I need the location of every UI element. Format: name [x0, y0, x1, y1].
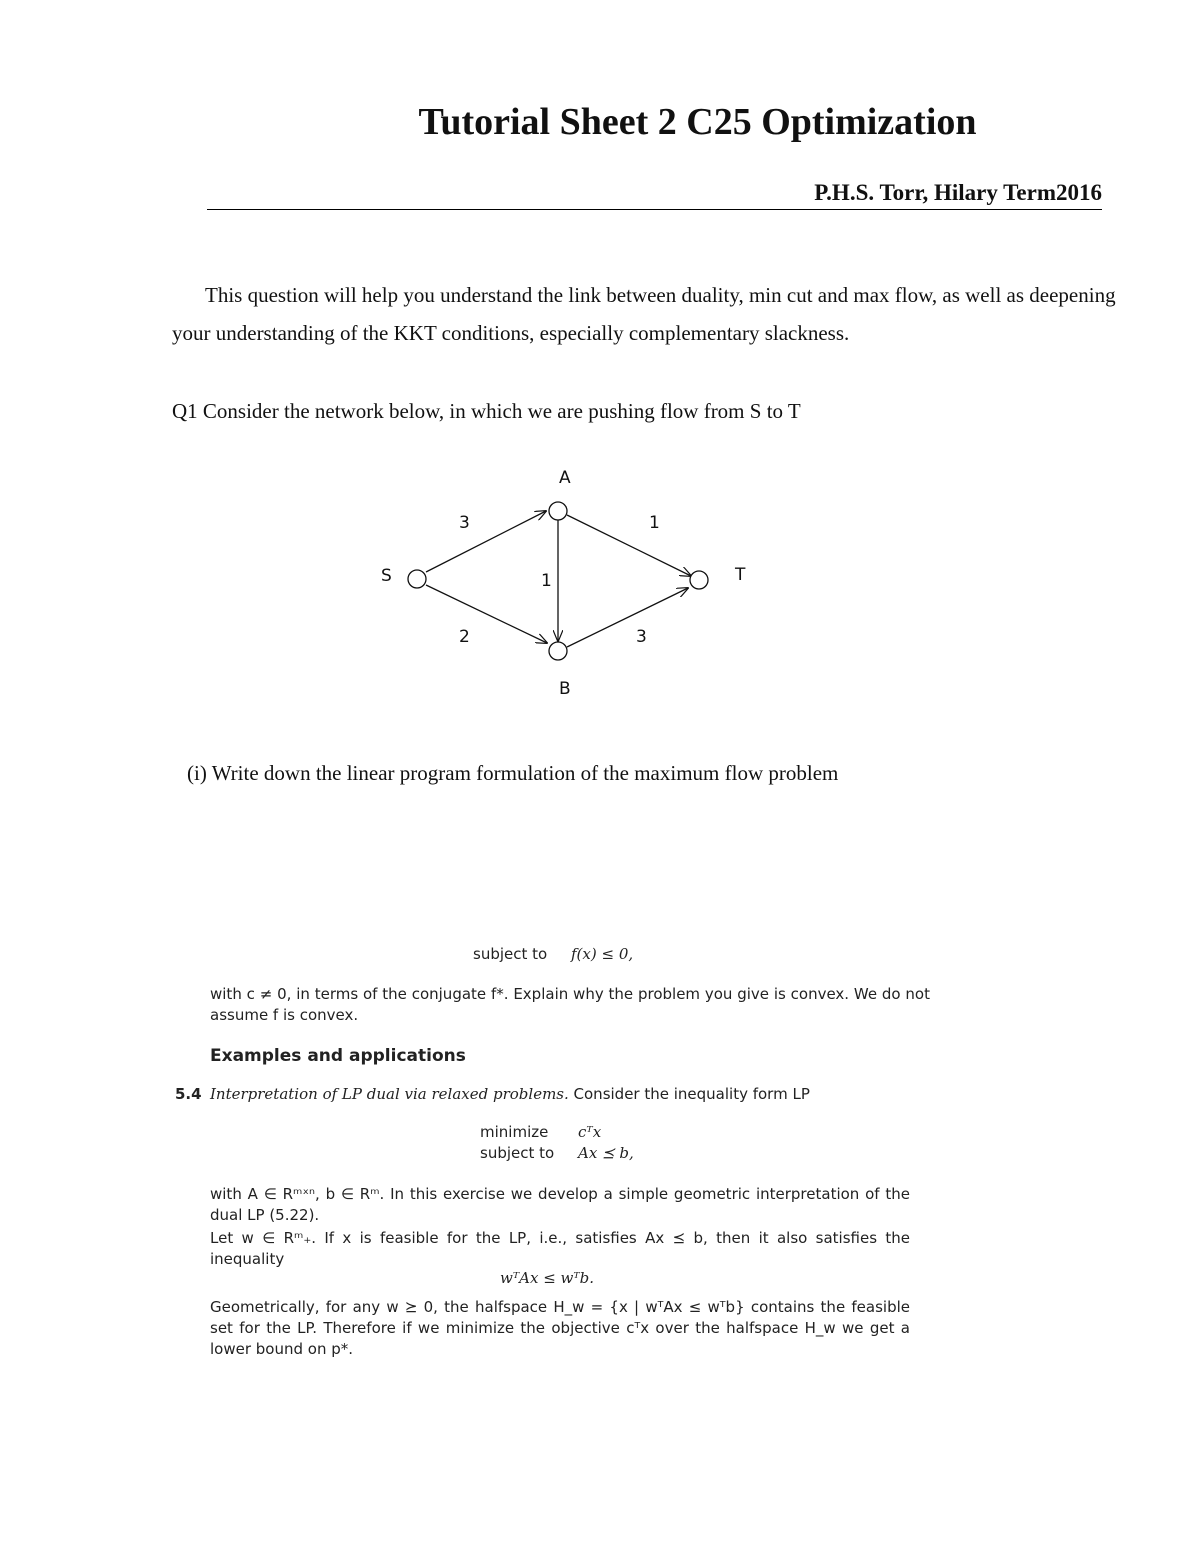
- minimize-label: minimize: [480, 1123, 549, 1141]
- node-a: [549, 502, 567, 520]
- edge-b-t: [567, 588, 688, 647]
- inequality-display: wᵀAx ≤ wᵀb.: [500, 1269, 595, 1287]
- capacity-s-a: 3: [459, 513, 470, 533]
- node-t: [690, 571, 708, 589]
- exercise-title: Interpretation of LP dual via relaxed problems.: [210, 1085, 569, 1103]
- subject-to-label: subject to: [473, 945, 548, 963]
- intro-paragraph: This question will help you understand the link between duality, min cut and max flow, as well as deepening your understanding of the KKT conditions, especially complementary slackness.: [172, 283, 1116, 345]
- lp-constraint-expression: Ax ⪯ b,: [578, 1144, 634, 1162]
- node-b: [549, 642, 567, 660]
- subject-to-label: subject to: [480, 1144, 555, 1162]
- flow-network-diagram: [360, 455, 780, 710]
- constraint-expression: f(x) ≤ 0,: [571, 945, 634, 963]
- exercise-text: Consider the inequality form LP: [568, 1085, 810, 1103]
- objective-expression: cᵀx: [578, 1123, 602, 1141]
- capacity-a-b: 1: [541, 571, 552, 591]
- edge-s-a: [426, 511, 546, 572]
- node-label-t: T: [735, 565, 746, 585]
- node-label-b: B: [559, 679, 571, 699]
- feasibility-text: Let w ∈ Rᵐ₊. If x is feasible for the LP, i.e., satisfies Ax ⪯ b, then it also satisfies the inequality: [210, 1229, 910, 1268]
- constraint-line: [473, 944, 633, 965]
- conjugate-text: with c ≠ 0, in terms of the conjugate f*. Explain why the problem you give is convex. We do not assume f is convex.: [210, 985, 930, 1024]
- node-label-s: S: [381, 566, 392, 586]
- capacity-a-t: 1: [649, 513, 660, 533]
- geometric-text: Geometrically, for any w ⪰ 0, the halfspace H_w = {x | wᵀAx ≤ wᵀb} contains the feasible set for the LP. Therefore if we minimize the objective cᵀx over the halfspace H_w we get a lower bound on p*.: [210, 1298, 910, 1358]
- capacity-b-t: 3: [636, 627, 647, 647]
- page-title: Tutorial Sheet 2 C25 Optimization: [418, 101, 977, 143]
- capacity-s-b: 2: [459, 627, 470, 647]
- exercise-number: 5.4: [175, 1085, 202, 1103]
- dimension-text: with A ∈ Rᵐˣⁿ, b ∈ Rᵐ. In this exercise we develop a simple geometric interpretation of the dual LP (5.22).: [210, 1185, 910, 1224]
- question-1: Q1 Consider the network below, in which we are pushing flow from S to T: [172, 399, 801, 423]
- exercise-intro: [210, 1084, 910, 1105]
- lp-formulation: [480, 1122, 634, 1164]
- edge-a-t: [567, 515, 691, 576]
- node-label-a: A: [559, 468, 571, 488]
- section-heading: Examples and applications: [210, 1046, 466, 1066]
- question-part-i: (i) Write down the linear program formulation of the maximum flow problem: [187, 761, 839, 785]
- edge-s-b: [426, 585, 547, 643]
- node-s: [408, 570, 426, 588]
- author-line: P.H.S. Torr, Hilary Term2016: [814, 180, 1102, 205]
